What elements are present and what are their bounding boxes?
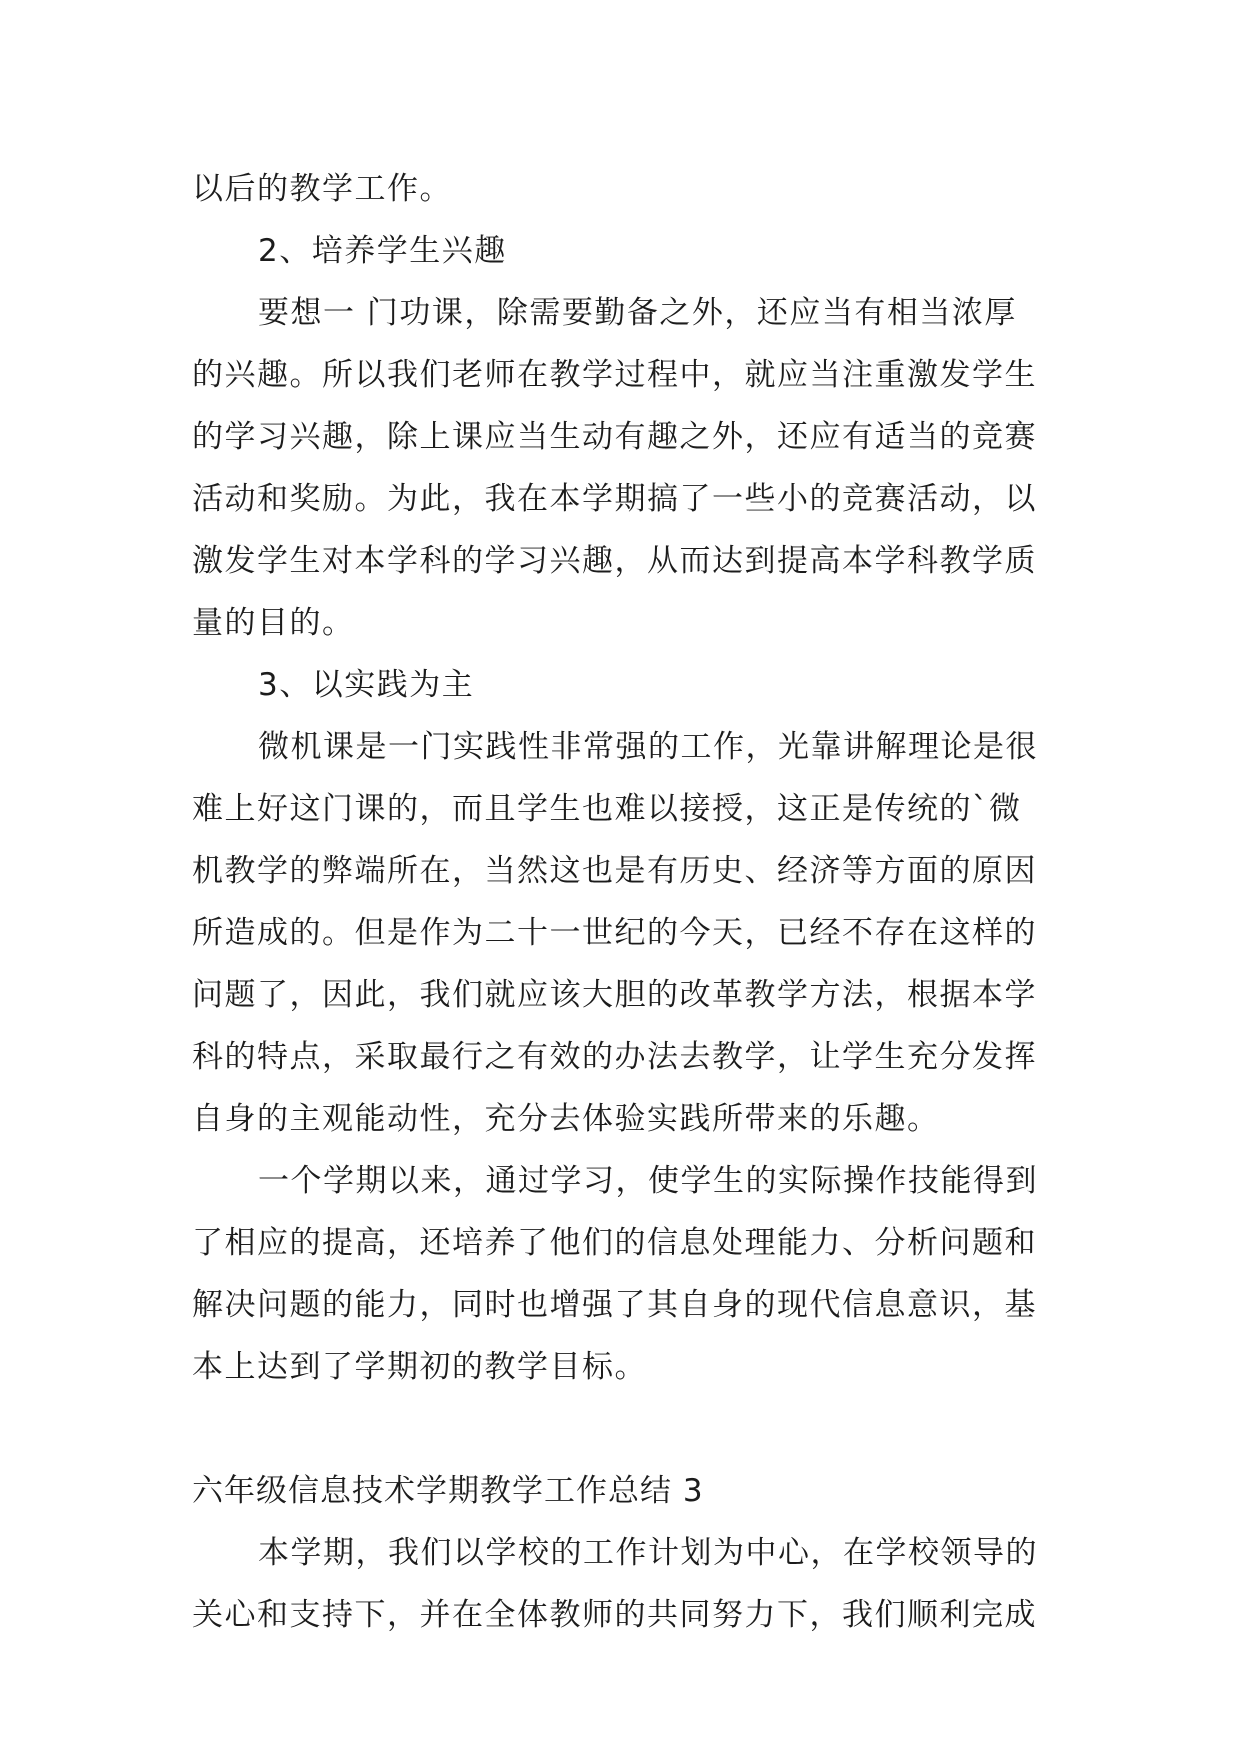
text-line: 科的特点，采取最行之有效的办法去教学，让学生充分发挥 (192, 1039, 1037, 1075)
section-title: 六年级信息技术学期教学工作总结 3 (192, 1473, 704, 1509)
text-line: 问题了，因此，我们就应该大胆的改革教学方法，根据本学 (192, 977, 1037, 1013)
text-line: 活动和奖励。为此，我在本学期搞了一些小的竞赛活动，以 (192, 481, 1037, 517)
text-line: 激发学生对本学科的学习兴趣，从而达到提高本学科教学质 (192, 543, 1037, 579)
text-line: 微机课是一门实践性非常强的工作，光靠讲解理论是很 (258, 729, 1038, 765)
section-heading: 2、培养学生兴趣 (258, 233, 507, 269)
text-line: 的学习兴趣，除上课应当生动有趣之外，还应有适当的竞赛 (192, 419, 1037, 455)
text-line: 所造成的。但是作为二十一世纪的今天，已经不存在这样的 (192, 915, 1037, 951)
blank-line (192, 1398, 1052, 1460)
text-line: 解决问题的能力，同时也增强了其自身的现代信息意识，基 (192, 1287, 1037, 1323)
text-line: 要想一 门功课，除需要勤备之外，还应当有相当浓厚 (258, 295, 1017, 331)
document-body (192, 158, 1052, 1646)
text-line: 了相应的提高，还培养了他们的信息处理能力、分析问题和 (192, 1225, 1037, 1261)
text-line: 一个学期以来，通过学习，使学生的实际操作技能得到 (258, 1163, 1038, 1199)
text-line: 自身的主观能动性，充分去体验实践所带来的乐趣。 (192, 1101, 940, 1137)
section-heading: 3、以实践为主 (258, 667, 475, 703)
text-line: 量的目的。 (192, 605, 355, 641)
text-line: 机教学的弊端所在，当然这也是有历史、经济等方面的原因 (192, 853, 1037, 889)
text-line: 本上达到了学期初的教学目标。 (192, 1349, 647, 1385)
text-line: 关心和支持下，并在全体教师的共同努力下，我们顺利完成 (192, 1597, 1037, 1633)
text-line: 以后的教学工作。 (192, 171, 452, 207)
text-line: 难上好这门课的，而且学生也难以接授，这正是传统的`微 (192, 791, 1022, 827)
text-line: 本学期，我们以学校的工作计划为中心，在学校领导的 (258, 1535, 1038, 1571)
text-line: 的兴趣。所以我们老师在教学过程中，就应当注重激发学生 (192, 357, 1037, 393)
